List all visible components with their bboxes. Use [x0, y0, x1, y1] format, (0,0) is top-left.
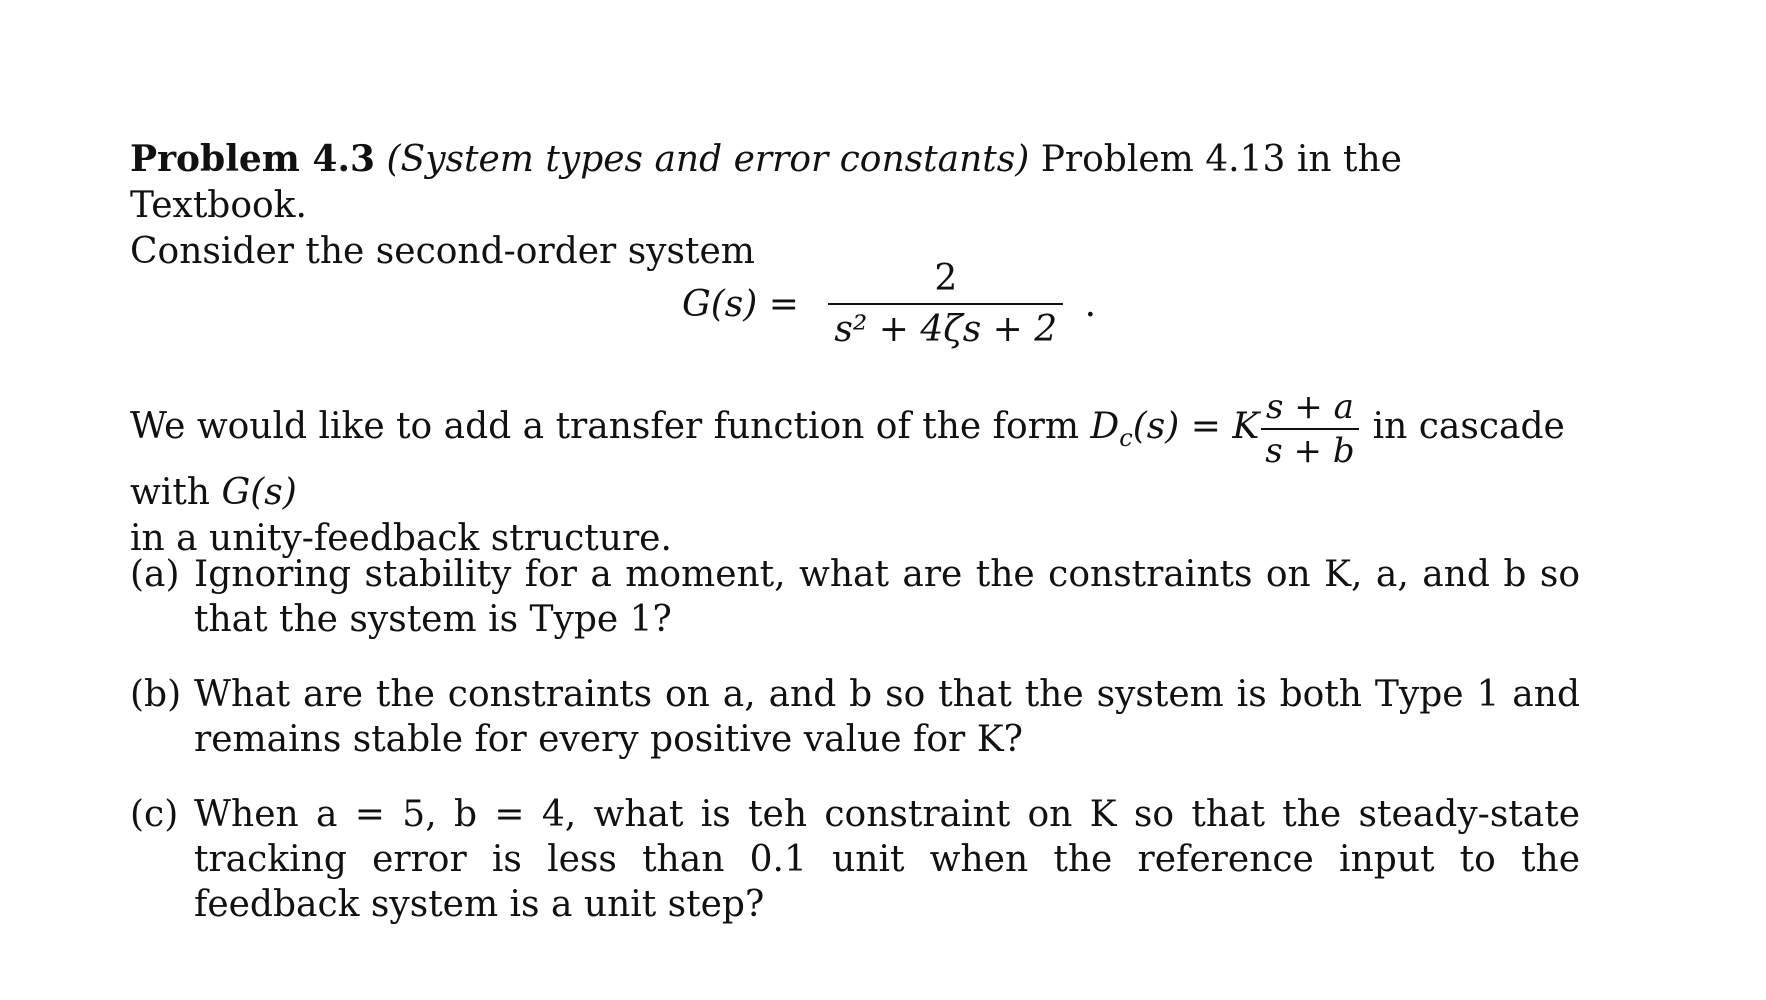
list-item [130, 792, 1580, 927]
equation-numerator: 2 [828, 258, 1063, 305]
transfer-function-equation [682, 258, 1096, 358]
question-list [130, 552, 1580, 957]
item-text: Ignoring stability for a moment, what are the constraints on K, a, and b so that the system is Type 1? [194, 554, 1580, 640]
list-item [130, 672, 1580, 762]
item-text: What are the constraints on a, and b so that the system is both Type 1 and remains stable for every positive value for K? [194, 674, 1580, 760]
dc-numerator: s + a [1261, 388, 1358, 430]
paragraph-text-after: in cascade with [130, 406, 1565, 513]
dc-fraction [1261, 388, 1358, 470]
problem-topic: (System types and error constants) [386, 139, 1030, 180]
item-marker: (a) [130, 554, 180, 595]
equation-fraction [828, 258, 1063, 350]
dc-denominator: s + b [1265, 431, 1355, 471]
problem-source: Problem 4.13 in the Textbook. [130, 139, 1402, 226]
g-reference: G(s) [221, 472, 297, 513]
dc-rest: (s) = K [1132, 406, 1260, 447]
item-marker: (b) [130, 674, 182, 715]
item-text: When a = 5, b = 4, what is teh constraint on K so that the steady-state tracking error is less than 0.1 unit when the reference input to the feedback system is a unit step? [194, 794, 1580, 925]
problem-header [130, 136, 1580, 275]
problem-title-line [130, 136, 1580, 229]
paragraph-line2: in a unity-feedback structure. [130, 518, 672, 559]
dc-symbol: D [1090, 406, 1120, 447]
paragraph-text-before: We would like to add a transfer function of the form [130, 406, 1091, 447]
dc-subscript: c [1119, 424, 1133, 453]
list-item [130, 552, 1580, 642]
problem-number: Problem 4.3 [130, 138, 376, 180]
equation-denominator: s² + 4ζs + 2 [834, 309, 1058, 350]
equation-period: . [1084, 283, 1097, 325]
item-marker: (c) [130, 794, 179, 835]
equation-lhs: G(s) = [682, 283, 799, 325]
cascade-paragraph [130, 388, 1580, 562]
problem-intro: Consider the second-order system [130, 231, 755, 272]
